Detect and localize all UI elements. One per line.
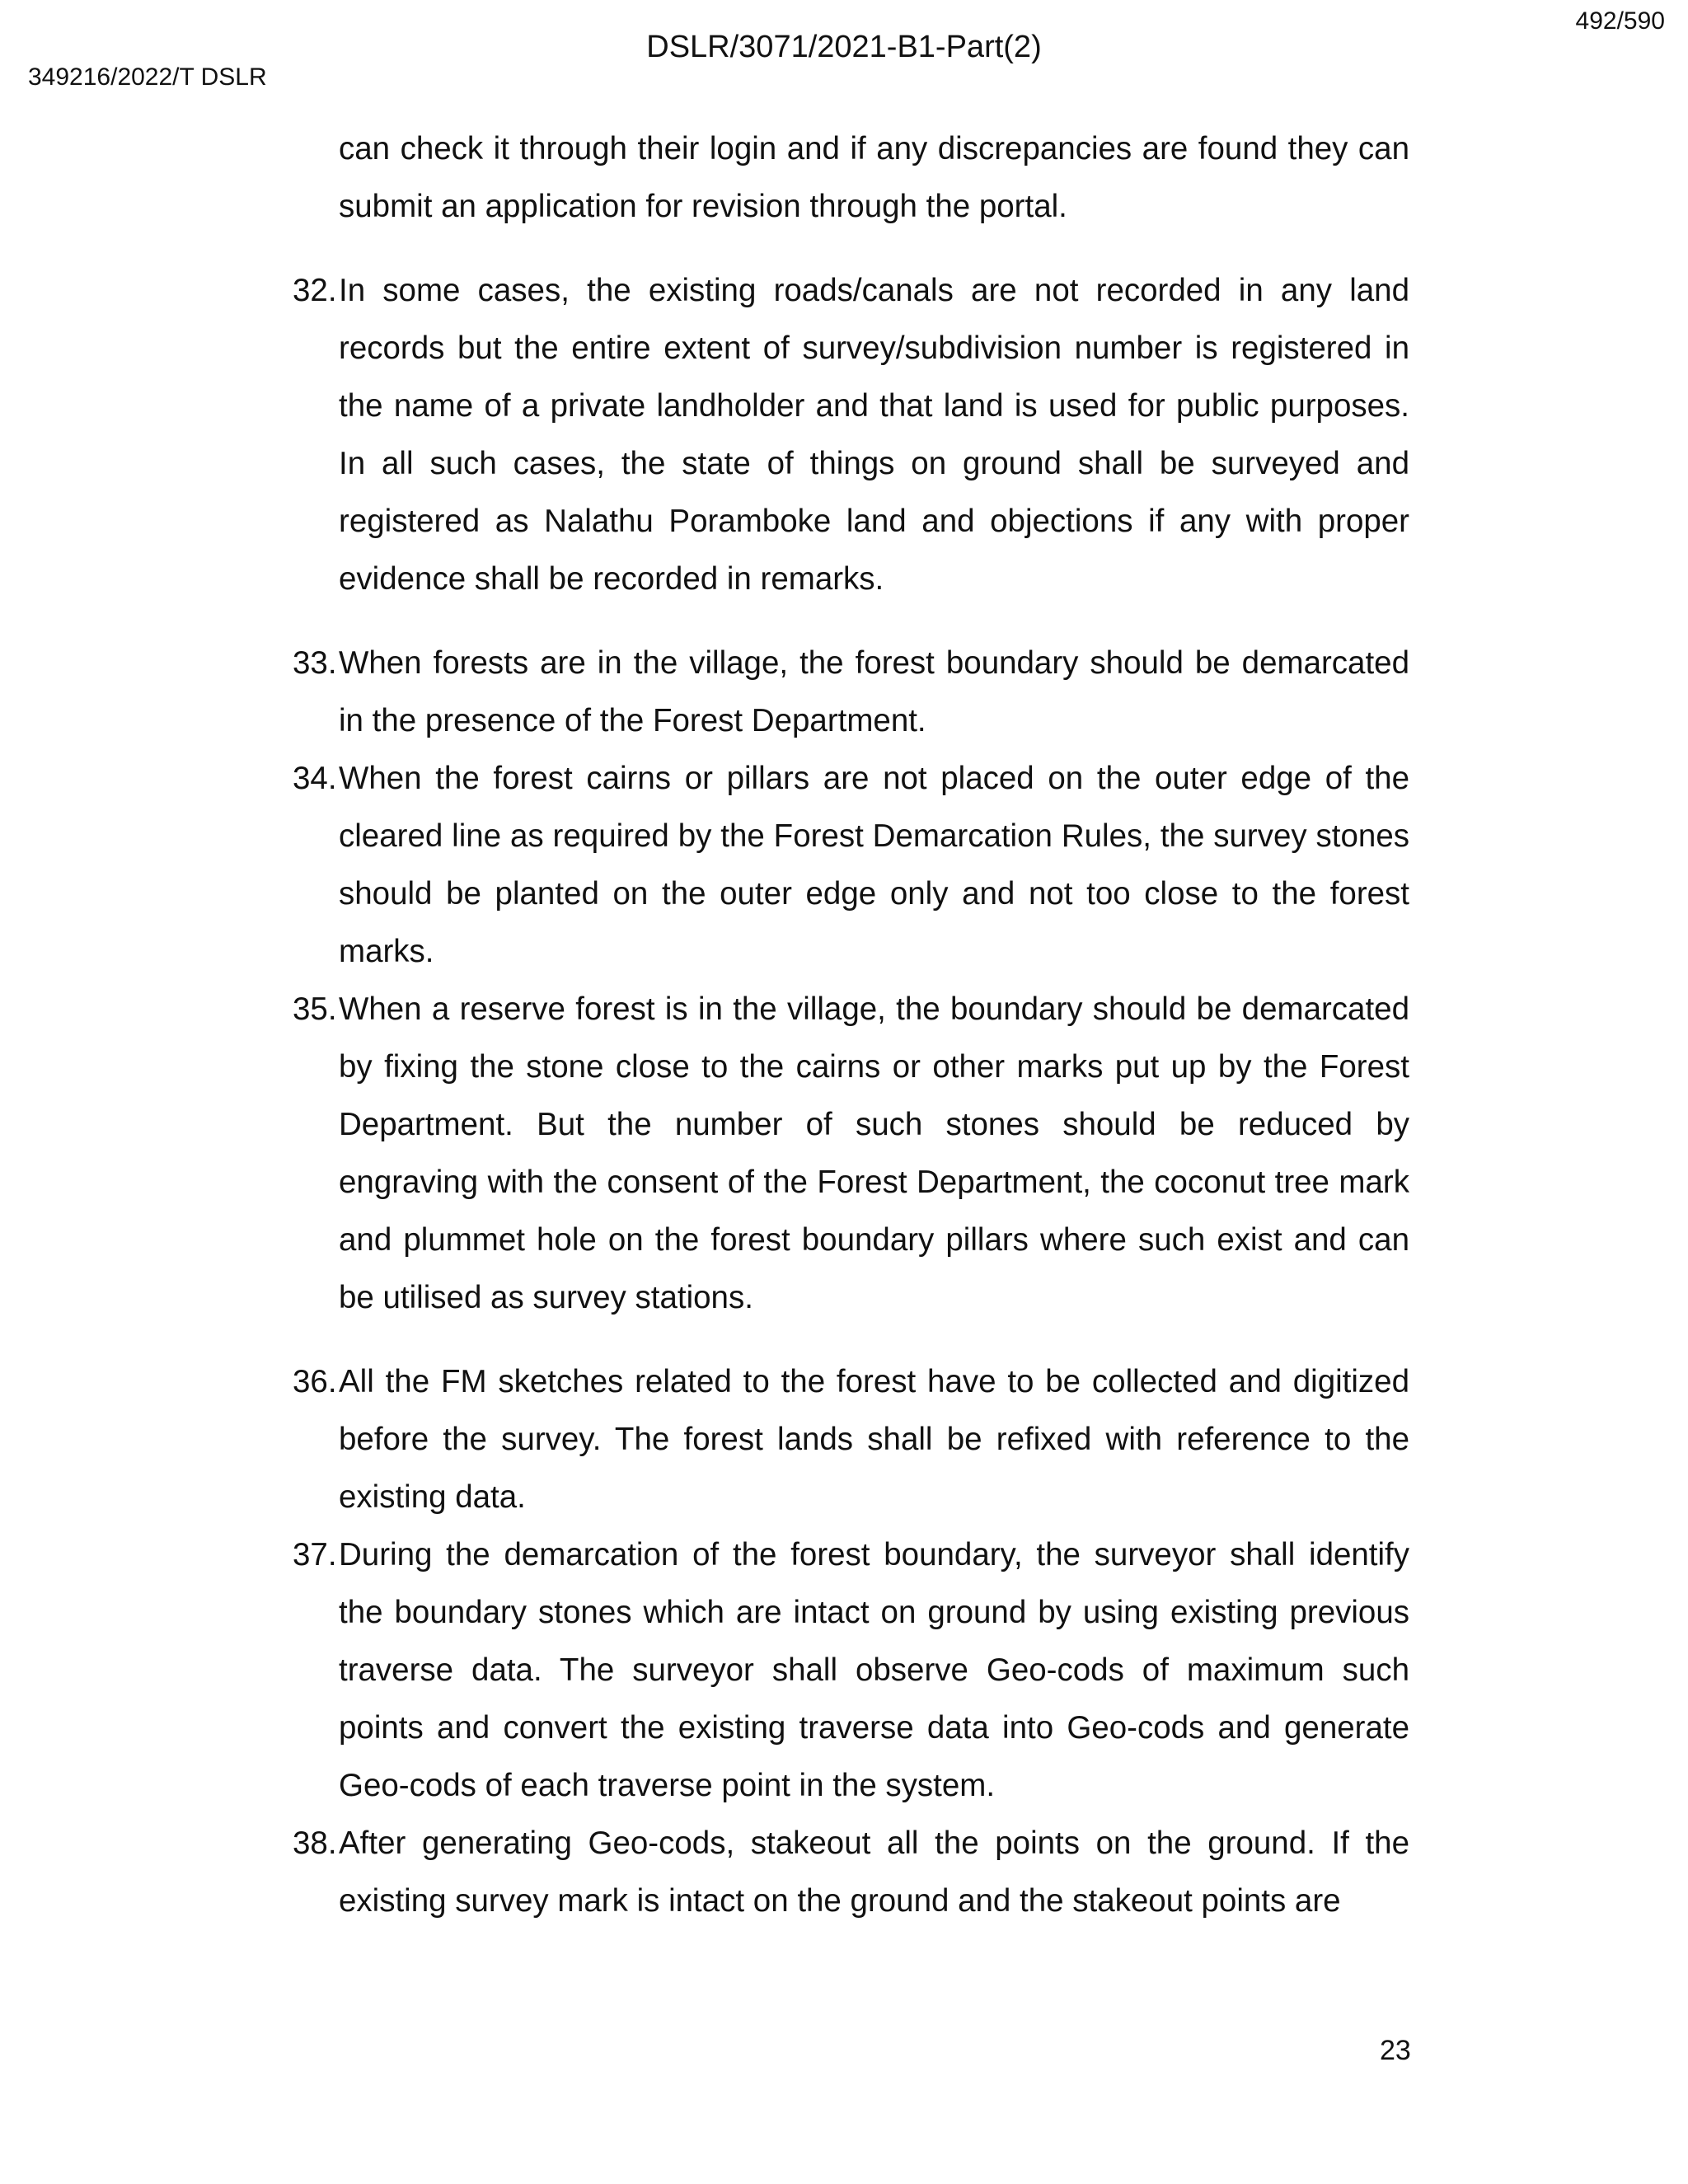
item-number: 37. xyxy=(293,1537,337,1572)
item-text: When the forest cairns or pillars are not placed on the outer edge of the cleared line as required by the Forest Demarcation Rules, the survey stones should be planted on the outer edge only and not too close to the forest marks. xyxy=(339,761,1409,969)
continuation-paragraph: can check it through their login and if any discrepancies are found they can submit an application for revision through the portal. xyxy=(339,131,1409,224)
page-counter: 492/590 xyxy=(1575,7,1665,35)
page-number: 23 xyxy=(1380,2035,1411,2066)
item-text: When a reserve forest is in the village, the boundary should be demarcated by fixing the stone close to the cairns or other marks put up by the Forest Department. But the number of such stones should be reduced by engraving with the consent of the Forest Department, the coconut tree mark and plummet hole on the forest boundary pillars where such exist and can be utilised as survey stations. xyxy=(339,991,1409,1315)
list-item-33 xyxy=(293,635,1409,750)
list-item-36 xyxy=(293,1353,1409,1526)
document-id: 349216/2022/T DSLR xyxy=(28,63,267,91)
item-number: 32. xyxy=(293,273,337,308)
item-number: 36. xyxy=(293,1364,337,1399)
item-text: When forests are in the village, the forest boundary should be demarcated in the presence of the Forest Department. xyxy=(339,645,1409,738)
item-number: 33. xyxy=(293,645,337,681)
list-item-38 xyxy=(293,1815,1409,1930)
item-number: 35. xyxy=(293,991,337,1027)
list-item-34 xyxy=(293,750,1409,981)
item-number: 38. xyxy=(293,1825,337,1861)
item-text: After generating Geo-cods, stakeout all the points on the ground. If the existing survey mark is intact on the ground and the stakeout points are xyxy=(339,1825,1409,1919)
item-text: All the FM sketches related to the forest have to be collected and digitized before the survey. The forest lands shall be refixed with reference to the existing data. xyxy=(339,1364,1409,1515)
item-number: 34. xyxy=(293,761,337,796)
list-item-32 xyxy=(293,262,1409,608)
list-item-35 xyxy=(293,981,1409,1327)
file-reference: DSLR/3071/2021-B1-Part(2) xyxy=(646,30,1042,64)
item-text: During the demarcation of the forest boundary, the surveyor shall identify the boundary stones which are intact on ground by using existing previous traverse data. The surveyor shall observe Geo-cods of maximum such points and convert the existing traverse data into Geo-cods and generate Geo-cods of each traverse point in the system. xyxy=(339,1537,1409,1803)
item-text: In some cases, the existing roads/canals are not recorded in any land records but the entire extent of survey/subdivision number is registered in the name of a private landholder and that land is used for public purposes. In all such cases, the state of things on ground shall be surveyed and registered as Nalathu Poramboke land and objections if any with proper evidence shall be recorded in remarks. xyxy=(339,273,1409,597)
document-body xyxy=(293,120,1409,1930)
list-item-37 xyxy=(293,1526,1409,1815)
